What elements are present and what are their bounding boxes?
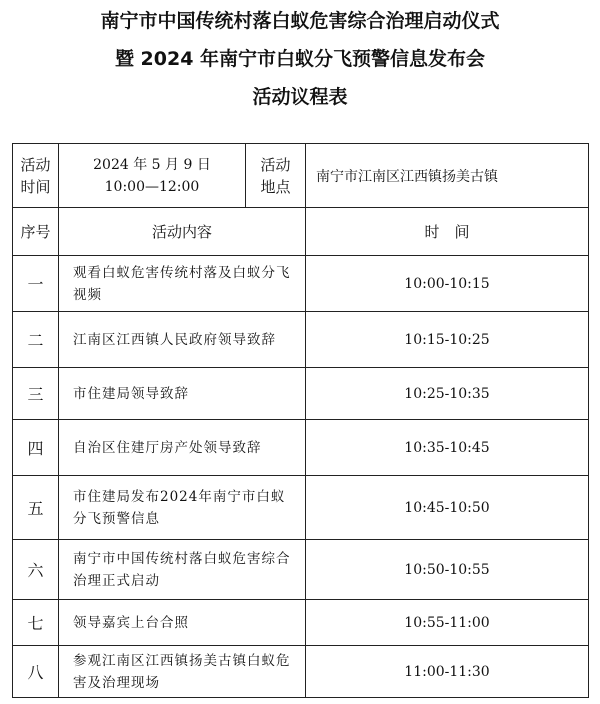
row-content: 自治区住建厅房产处领导致辞 — [59, 420, 306, 476]
row-seq: 八 — [13, 646, 59, 698]
row-content: 江南区江西镇人民政府领导致辞 — [59, 312, 306, 368]
row-seq: 五 — [13, 476, 59, 540]
time-label-cell — [13, 144, 59, 208]
row-time: 10:45-10:50 — [306, 476, 589, 540]
row-time: 10:55-11:00 — [306, 600, 589, 646]
column-header-content: 活动内容 — [59, 208, 306, 256]
event-hours: 10:00—12:00 — [104, 178, 200, 195]
row-time: 11:00-11:30 — [306, 646, 589, 698]
row-seq: 二 — [13, 312, 59, 368]
info-row — [13, 144, 589, 208]
table-row — [13, 600, 589, 646]
row-content: 参观江南区江西镇扬美古镇白蚁危害及治理现场 — [59, 646, 306, 698]
row-time: 10:15-10:25 — [306, 312, 589, 368]
row-content: 南宁市中国传统村落白蚁危害综合治理正式启动 — [59, 540, 306, 600]
event-date: 2024 年 5 月 9 日 — [93, 156, 211, 173]
time-label-line1: 活动 — [20, 155, 51, 174]
place-label-line1: 活动 — [260, 155, 291, 174]
title-line-2: 暨 2024 年南宁市白蚁分飞预警信息发布会 — [114, 48, 486, 70]
row-seq: 三 — [13, 368, 59, 420]
row-seq: 六 — [13, 540, 59, 600]
row-time: 10:25-10:35 — [306, 368, 589, 420]
row-seq: 一 — [13, 256, 59, 312]
row-content: 市住建局发布2024年南宁市白蚁分飞预警信息 — [59, 476, 306, 540]
table-row — [13, 256, 589, 312]
table-row — [13, 646, 589, 698]
date-cell — [59, 144, 246, 208]
row-content: 市住建局领导致辞 — [59, 368, 306, 420]
row-time: 10:35-10:45 — [306, 420, 589, 476]
time-label-line2: 时间 — [20, 177, 51, 196]
title-line-3: 活动议程表 — [252, 86, 348, 108]
table-row — [13, 368, 589, 420]
column-header-time: 时 间 — [306, 208, 589, 256]
row-content: 观看白蚁危害传统村落及白蚁分飞视频 — [59, 256, 306, 312]
row-seq: 四 — [13, 420, 59, 476]
agenda-table — [12, 143, 589, 698]
row-seq: 七 — [13, 600, 59, 646]
row-time: 10:00-10:15 — [306, 256, 589, 312]
column-header-row — [13, 208, 589, 256]
row-time: 10:50-10:55 — [306, 540, 589, 600]
title-line-1: 南宁市中国传统村落白蚁危害综合治理启动仪式 — [100, 10, 500, 32]
table-row — [13, 540, 589, 600]
table-row — [13, 420, 589, 476]
place-label-line2: 地点 — [260, 177, 291, 196]
column-header-seq: 序号 — [13, 208, 59, 256]
table-row — [13, 312, 589, 368]
table-row — [13, 476, 589, 540]
event-place: 南宁市江南区江西镇扬美古镇 — [306, 144, 589, 208]
place-label-cell — [246, 144, 306, 208]
row-content: 领导嘉宾上台合照 — [59, 600, 306, 646]
